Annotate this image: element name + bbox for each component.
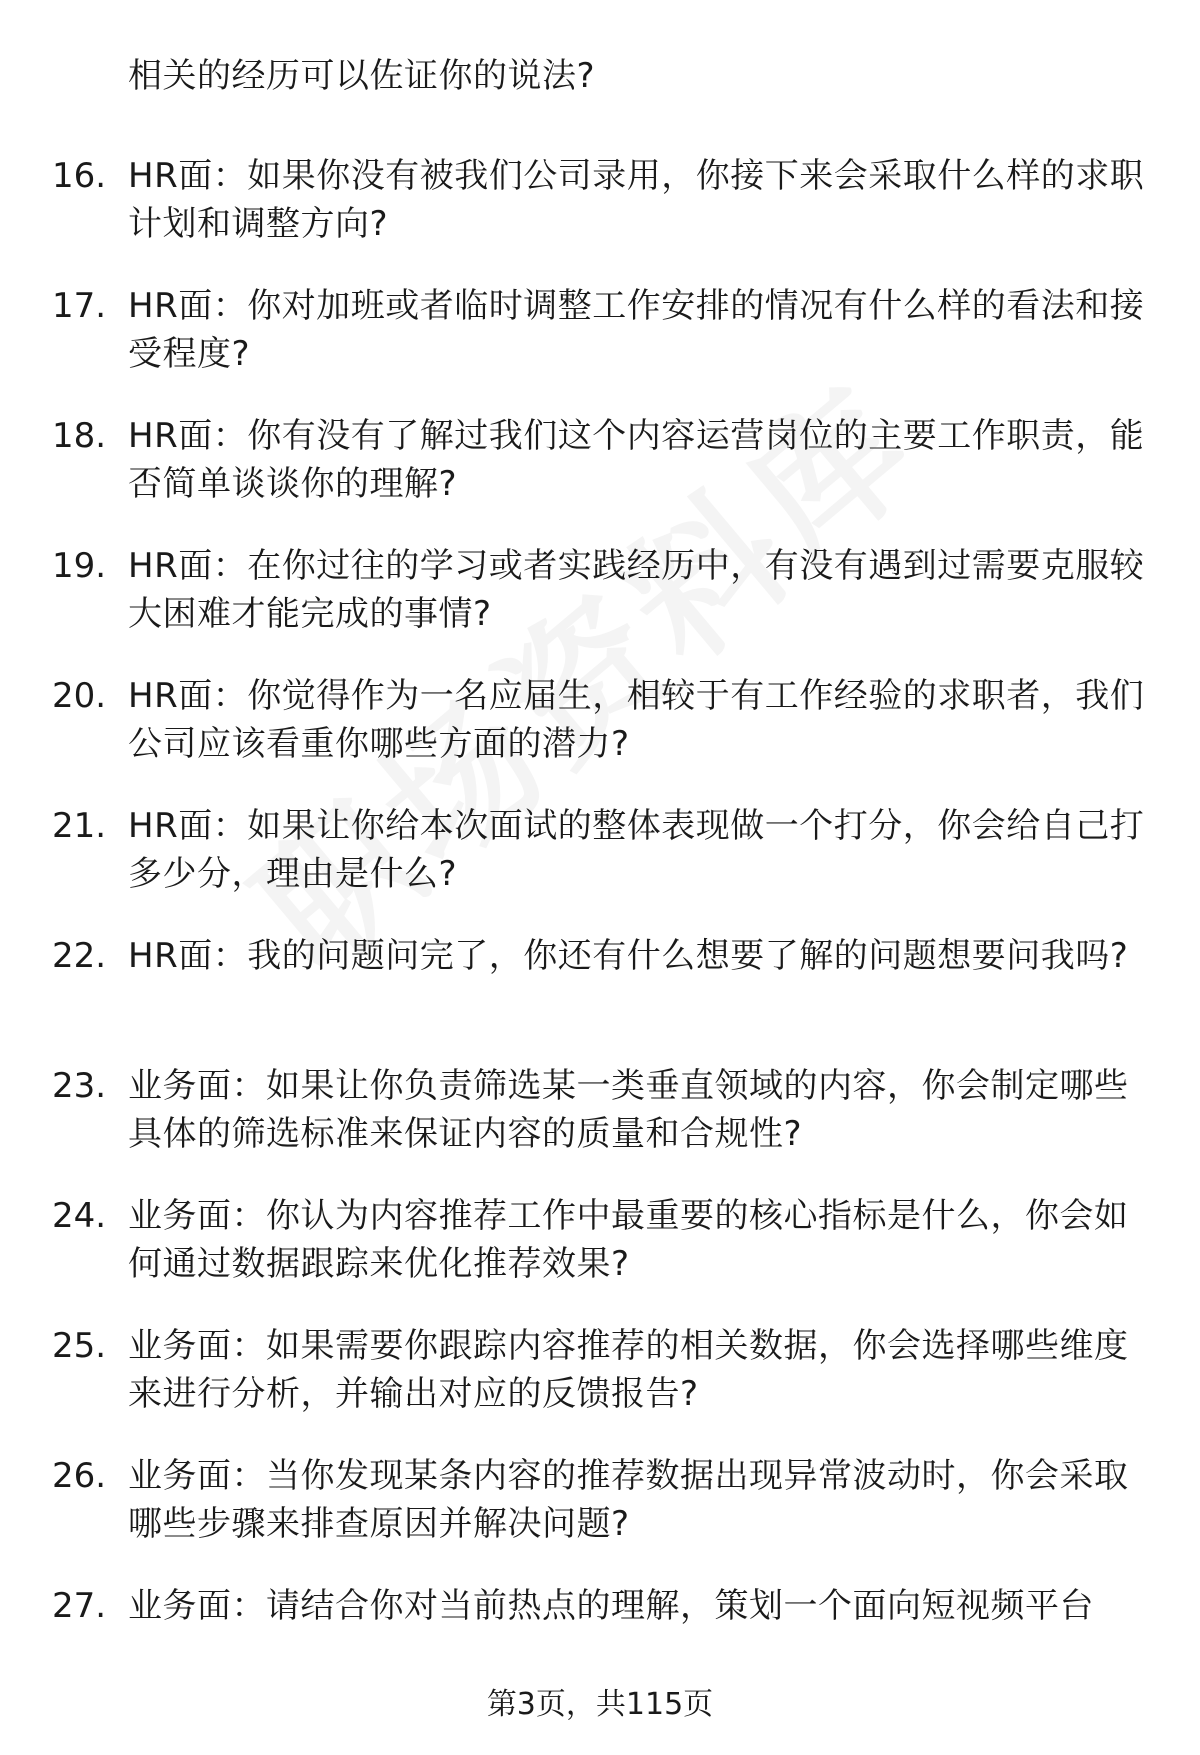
item-text: HR面：在你过往的学习或者实践经历中，有没有遇到过需要克服较大困难才能完成的事情? (128, 546, 1145, 634)
list-item (0, 1452, 1200, 1582)
item-number: 27. (52, 1586, 107, 1626)
item-text: 业务面：你认为内容推荐工作中最重要的核心指标是什么，你会如何通过数据跟踪来优化推荐效果? (128, 1196, 1129, 1284)
item-number: 23. (52, 1066, 107, 1106)
list-item (0, 1192, 1200, 1322)
list-item (0, 542, 1200, 672)
item-text: HR面：我的问题问完了，你还有什么想要了解的问题想要问我吗? (128, 936, 1129, 976)
page-footer: 第3页，共115页 (486, 1687, 714, 1722)
item-text: HR面：你有没有了解过我们这个内容运营岗位的主要工作职责，能否简单谈谈你的理解? (128, 416, 1145, 504)
question-list (0, 152, 1200, 1712)
list-item (0, 672, 1200, 802)
item-number: 16. (52, 156, 107, 196)
list-item (0, 1062, 1200, 1192)
item-text: 业务面：如果需要你跟踪内容推荐的相关数据，你会选择哪些维度来进行分析，并输出对应的反馈报告? (128, 1326, 1129, 1414)
list-item (0, 802, 1200, 932)
item-text: HR面：如果你没有被我们公司录用，你接下来会采取什么样的求职计划和调整方向? (128, 156, 1145, 244)
item-number: 26. (52, 1456, 107, 1496)
list-item (0, 282, 1200, 412)
item-text: 业务面：如果让你负责筛选某一类垂直领域的内容，你会制定哪些具体的筛选标准来保证内容的质量和合规性? (128, 1066, 1129, 1154)
item-text: HR面：你对加班或者临时调整工作安排的情况有什么样的看法和接受程度? (128, 286, 1145, 374)
item-text: 业务面：当你发现某条内容的推荐数据出现异常波动时，你会采取哪些步骤来排查原因并解决问题? (128, 1456, 1129, 1544)
list-item (0, 1322, 1200, 1452)
item-number: 18. (52, 416, 107, 456)
item-text: 业务面：请结合你对当前热点的理解，策划一个面向短视频平台 (128, 1586, 1094, 1626)
list-item (0, 412, 1200, 542)
item-text: HR面：你觉得作为一名应届生，相较于有工作经验的求职者，我们公司应该看重你哪些方面的潜力? (128, 676, 1145, 764)
item-number: 19. (52, 546, 107, 586)
item-text: HR面：如果让你给本次面试的整体表现做一个打分，你会给自己打多少分，理由是什么? (128, 806, 1145, 894)
continuation-text: 相关的经历可以佐证你的说法? (128, 56, 596, 96)
list-item (0, 152, 1200, 282)
item-number: 24. (52, 1196, 107, 1236)
item-number: 20. (52, 676, 107, 716)
item-number: 21. (52, 806, 107, 846)
item-number: 25. (52, 1326, 107, 1366)
item-number: 22. (52, 936, 107, 976)
item-number: 17. (52, 286, 107, 326)
list-item (0, 932, 1200, 1062)
